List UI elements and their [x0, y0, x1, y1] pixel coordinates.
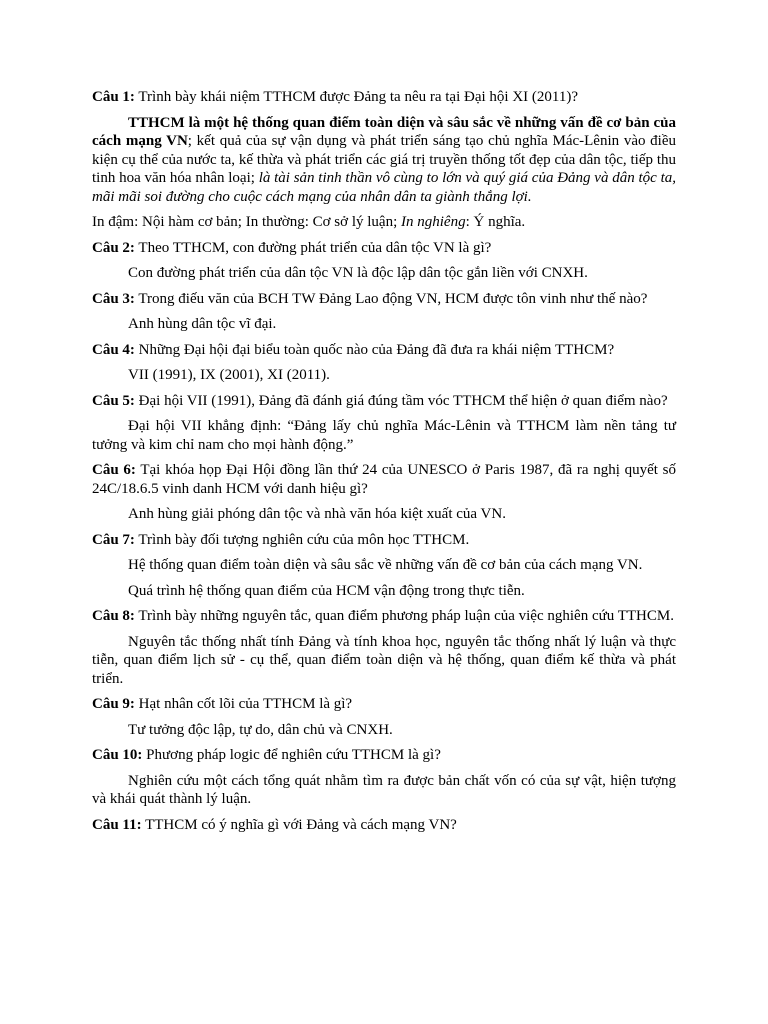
- question-1: [92, 88, 676, 107]
- legend-text: In đậm: Nội hàm cơ bản; In thường: Cơ sở lý luận;: [92, 214, 401, 230]
- answer-7-part-1: Hệ thống quan điểm toàn diện và sâu sắc về những vấn đề cơ bản của cách mạng VN.: [128, 557, 643, 573]
- question-label: Câu 10:: [92, 747, 143, 763]
- question-4: [92, 341, 676, 360]
- question-5: [92, 392, 676, 411]
- answer-2: Con đường phát triển của dân tộc VN là độc lập dân tộc gắn liền với CNXH.: [128, 265, 588, 281]
- answer-9: Tư tưởng độc lập, tự do, dân chủ và CNXH.: [128, 721, 393, 738]
- answer-6: Anh hùng giải phóng dân tộc và nhà văn hóa kiệt xuất của VN.: [128, 506, 506, 522]
- question-9: [92, 695, 676, 714]
- answer-10: Nghiên cứu một cách tổng quát nhằm tìm ra được bản chất vốn có của sự vật, hiện tượng và khái quát thành lý luận.: [92, 772, 676, 807]
- question-text: Theo TTHCM, con đường phát triển của dân tộc VN là gì?: [134, 239, 492, 256]
- question-label: Câu 1:: [92, 89, 135, 105]
- question-11: [92, 816, 676, 835]
- document-body: [92, 88, 676, 841]
- answer-8: Nguyên tắc thống nhất tính Đảng và tính khoa học, nguyên tắc thống nhất lý luận và thực tiễn, quan điểm lịch sử - cụ thể, quan điểm toàn diện và hệ thống, quan điểm kế thừa và phát triển.: [92, 633, 676, 687]
- question-text: Đại hội VII (1991), Đảng đã đánh giá đúng tầm vóc TTHCM thể hiện ở quan điểm nào?: [134, 392, 668, 409]
- answer-italic-part: là tài sản tinh thần vô cùng to lớn và quý giá của Đảng và dân tộc ta, mãi mãi soi đường cho cuộc cách mạng của nhân dân ta giành thắng lợi.: [92, 170, 676, 205]
- question-label: Câu 7:: [92, 531, 135, 548]
- question-label: Câu 4:: [92, 341, 135, 358]
- question-text: Phương pháp logic để nghiên cứu TTHCM là gì?: [142, 747, 441, 763]
- question-text: Trong điếu văn của BCH TW Đảng Lao động VN, HCM được tôn vinh như thế nào?: [134, 290, 648, 307]
- question-2: [92, 239, 676, 258]
- question-label: Câu 11:: [92, 816, 142, 833]
- question-label: Câu 6:: [92, 462, 136, 478]
- question-text: Những Đại hội đại biểu toàn quốc nào của Đảng đã đưa ra khái niệm TTHCM?: [134, 341, 615, 358]
- question-3: [92, 290, 676, 309]
- question-6: [92, 461, 676, 498]
- question-10: [92, 746, 676, 765]
- question-text: Trình bày đối tượng nghiên cứu của môn học TTHCM.: [134, 531, 470, 548]
- question-text: Trình bày khái niệm TTHCM được Đảng ta nêu ra tại Đại hội XI (2011)?: [134, 89, 578, 105]
- question-label: Câu 8:: [92, 608, 135, 624]
- question-label: Câu 3:: [92, 290, 135, 307]
- question-7: [92, 531, 676, 550]
- answer-3: Anh hùng dân tộc vĩ đại.: [128, 316, 277, 332]
- question-label: Câu 9:: [92, 696, 135, 712]
- question-8: [92, 607, 676, 626]
- answer-5: Đại hội VII khẳng định: “Đảng lấy chủ nghĩa Mác-Lênin và TTHCM làm nền tảng tư tưởng và kim chỉ nam cho mọi hành động.”: [92, 418, 676, 453]
- answer-bold-part: TTHCM là một hệ thống quan điểm toàn diện và sâu sắc về những vấn đề cơ bản của cách mạng VN: [92, 114, 676, 149]
- question-text: Trình bày những nguyên tắc, quan điểm phương pháp luận của việc nghiên cứu TTHCM.: [134, 608, 674, 624]
- question-label: Câu 5:: [92, 392, 135, 409]
- answer-normal-part: ; kết quả của sự vận dụng và phát triển sáng tạo chủ nghĩa Mác-Lênin vào điều kiện cụ thể của nước ta, kế thừa và phát triển các giá trị truyền thống tốt đẹp của dân tộc, tiếp thu tinh hoa văn hóa nhân loại;: [92, 133, 677, 186]
- question-text: Hạt nhân cốt lõi của TTHCM là gì?: [134, 696, 353, 712]
- legend-text-end: : Ý nghĩa.: [465, 214, 526, 230]
- question-text: Tại khóa họp Đại Hội đồng lần thứ 24 của UNESCO ở Paris 1987, đã ra nghị quyết số 24C/18.6.5 vinh danh HCM với danh hiệu gì?: [92, 462, 676, 497]
- question-label: Câu 2:: [92, 239, 135, 256]
- legend-italic: In nghiêng: [401, 214, 466, 230]
- answer-4: VII (1991), IX (2001), XI (2011).: [128, 367, 330, 383]
- format-legend: [92, 213, 676, 232]
- question-text: TTHCM có ý nghĩa gì với Đảng và cách mạng VN?: [141, 816, 457, 833]
- answer-1: [92, 114, 676, 207]
- answer-7-part-2: Quá trình hệ thống quan điểm của HCM vận động trong thực tiễn.: [128, 582, 525, 599]
